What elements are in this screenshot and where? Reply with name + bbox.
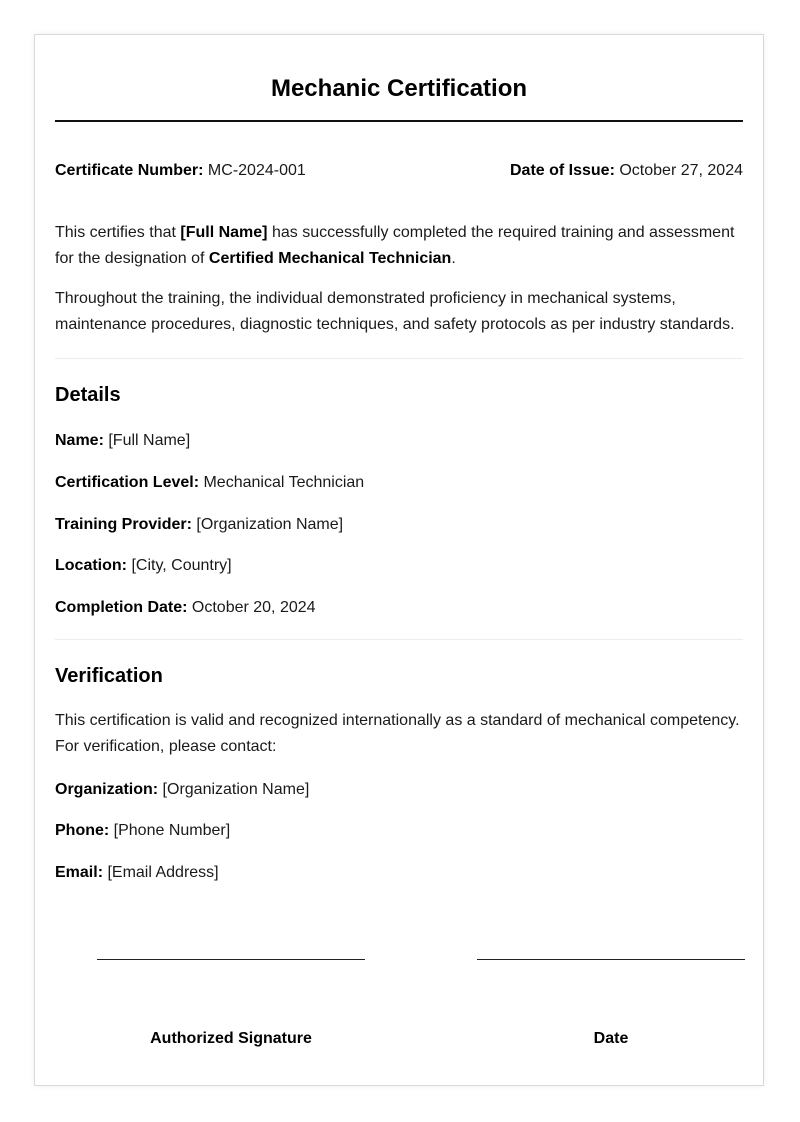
detail-item-provider: [55, 515, 743, 535]
certificate-number: [55, 162, 306, 180]
section-divider: [55, 639, 743, 640]
detail-label: Location:: [55, 557, 127, 574]
details-heading: Details: [55, 384, 121, 406]
verification-label: Organization:: [55, 781, 159, 798]
verification-organization: [55, 780, 743, 800]
verification-phone: [55, 821, 743, 841]
verification-email: [55, 863, 743, 883]
issue-date-value: October 27, 2024: [614, 162, 743, 179]
page-title: Mechanic Certification: [270, 75, 528, 102]
detail-label: Completion Date:: [55, 599, 188, 616]
verification-value: [Email Address]: [103, 864, 219, 881]
detail-item-name: [55, 431, 743, 451]
detail-item-level: [55, 473, 743, 493]
certificate-number-label: Certificate Number:: [55, 162, 204, 179]
verification-label: Phone:: [55, 822, 110, 839]
detail-item-location: [55, 556, 743, 576]
statement-text: .: [451, 250, 456, 267]
signature-date-label: Date: [593, 1030, 629, 1047]
detail-value: October 20, 2024: [187, 599, 316, 616]
proficiency-statement: Throughout the training, the individual demonstrated proficiency in mechanical systems, maintenance procedures, diagnostic techniques, and safety protocols as per industry standards.: [55, 290, 735, 333]
detail-label: Training Provider:: [55, 516, 192, 533]
verification-heading: Verification: [55, 665, 163, 687]
detail-value: [Organization Name]: [191, 516, 344, 533]
detail-label: Name:: [55, 432, 104, 449]
issue-date: [510, 162, 743, 180]
detail-label: Certification Level:: [55, 474, 200, 491]
verification-value: [Phone Number]: [109, 822, 231, 839]
detail-item-completion: [55, 598, 743, 618]
detail-value: Mechanical Technician: [199, 474, 365, 491]
detail-value: [Full Name]: [103, 432, 191, 449]
authorized-signature-label: Authorized Signature: [150, 1030, 312, 1047]
statement-text: This certifies that: [55, 224, 181, 241]
certification-statement: [55, 220, 743, 272]
verification-value: [Organization Name]: [158, 781, 310, 798]
title-divider: [55, 120, 743, 122]
issue-date-label: Date of Issue:: [509, 162, 615, 179]
verification-label: Email:: [55, 864, 104, 881]
signature-line: [97, 959, 365, 960]
recipient-name: [Full Name]: [180, 224, 268, 241]
statement-text: has successfully completed the required training and assessment for the designation of: [55, 224, 735, 267]
verification-text: This certification is valid and recognized internationally as a standard of mechanical competency. For verification, please contact:: [55, 712, 740, 755]
section-divider: [55, 358, 743, 359]
certificate-number-value: MC-2024-001: [203, 162, 306, 179]
date-line: [477, 959, 745, 960]
detail-value: [City, Country]: [127, 557, 232, 574]
designation-name: Certified Mechanical Technician: [208, 250, 452, 267]
certificate-card: [34, 34, 764, 1086]
